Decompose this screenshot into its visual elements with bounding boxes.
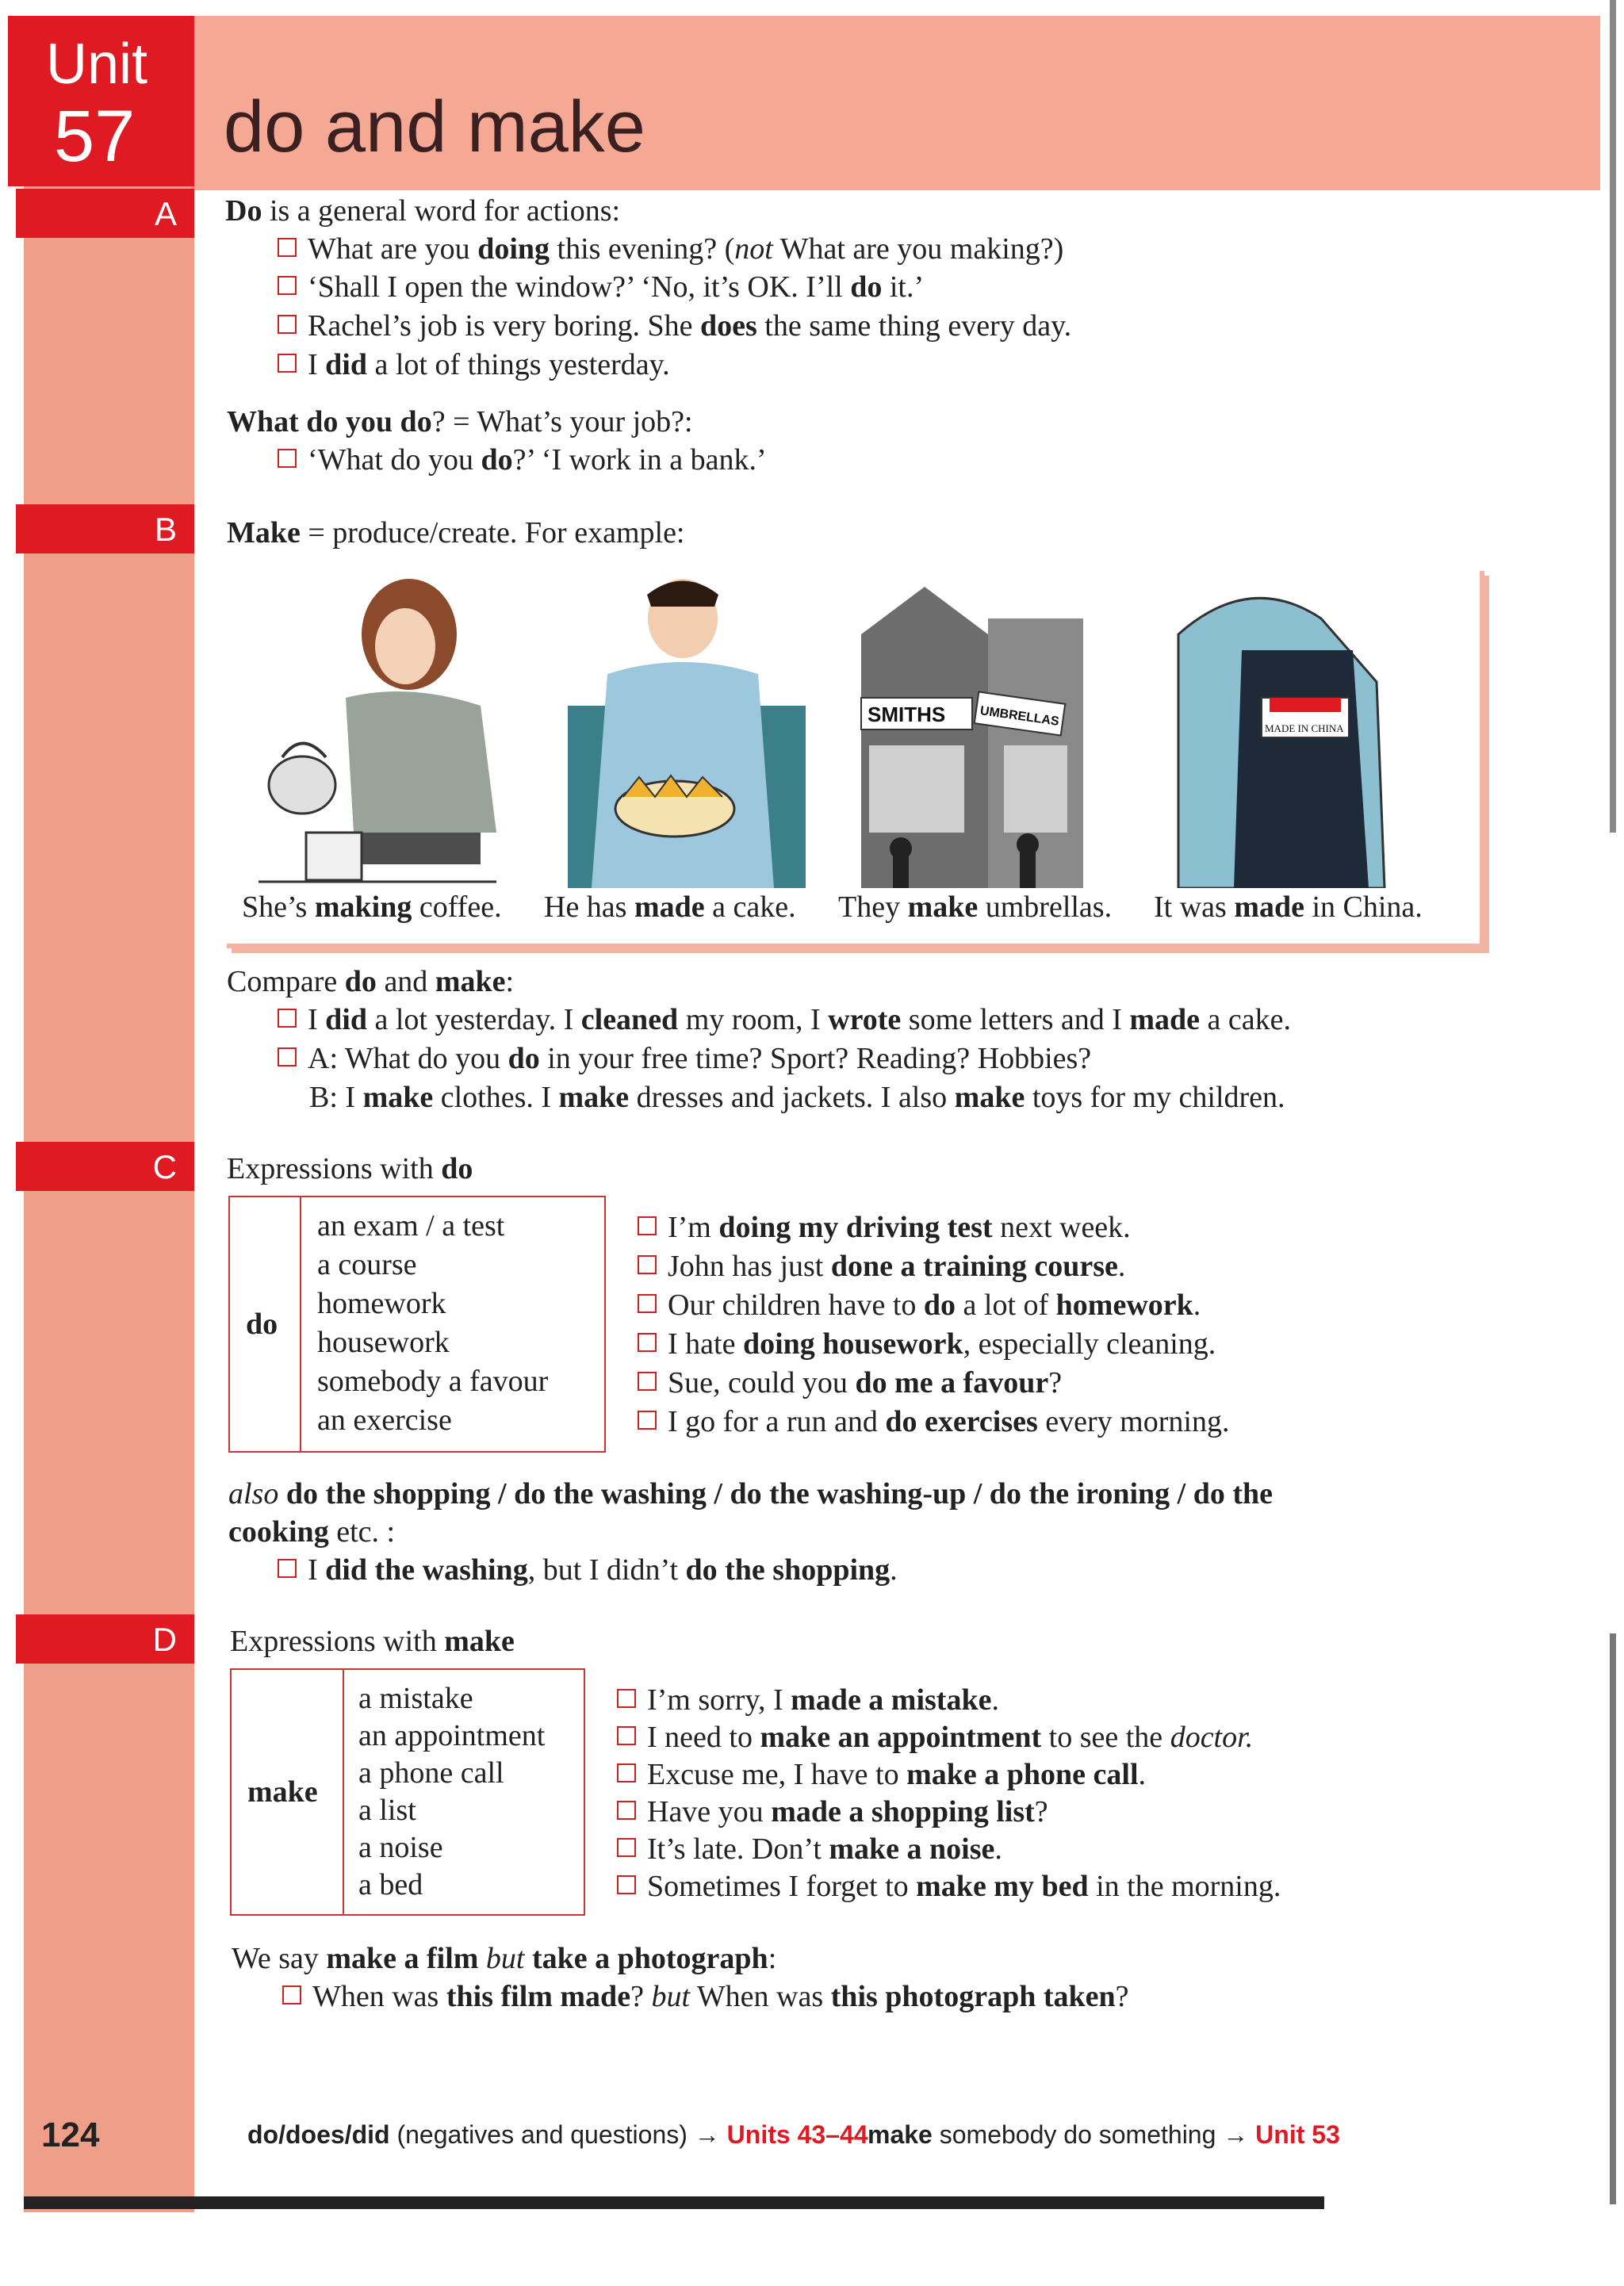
- table-item: a mistake: [358, 1682, 473, 1715]
- example-line: ‘What do you do?’ ‘I work in a bank.’: [278, 442, 767, 477]
- table-item: somebody a favour: [317, 1365, 549, 1398]
- compare-heading: Compare do and make:: [227, 965, 515, 998]
- section-tab-b: B: [16, 504, 194, 553]
- caption-umbrellas: They make umbrellas.: [838, 890, 1113, 924]
- example-line: Excuse me, I have to make a phone call.: [617, 1757, 1146, 1792]
- example-line: I did a lot of things yesterday.: [278, 347, 670, 382]
- jacket-label-illustration: [1178, 598, 1385, 888]
- caption-coffee: She’s making coffee.: [242, 890, 502, 924]
- table-item: a phone call: [358, 1756, 504, 1790]
- page-number: 124: [41, 2116, 100, 2154]
- example-line: Sometimes I forget to make my bed in the morning.: [617, 1869, 1281, 1904]
- page-edge: [1610, 0, 1616, 833]
- example-line: When was this film made? but When was this photograph taken?: [282, 1979, 1129, 2014]
- table-item: a list: [358, 1794, 416, 1827]
- example-line: I go for a run and do exercises every morning.: [638, 1404, 1229, 1439]
- table-item: a course: [317, 1248, 417, 1281]
- example-line: I need to make an appointment to see the doctor.: [617, 1720, 1253, 1755]
- table-item: an appointment: [358, 1719, 546, 1752]
- caption-china: It was made in China.: [1154, 890, 1423, 924]
- example-line: Have you made a shopping list?: [617, 1794, 1048, 1829]
- section-d-heading: Expressions with make: [230, 1625, 515, 1658]
- also-line-cont: cooking etc. :: [228, 1515, 396, 1549]
- illustrations: [227, 571, 1480, 888]
- example-line: B: I make clothes. I make dresses and jackets. I also make toys for my children.: [309, 1081, 1285, 1114]
- example-line: What are you doing this evening? (not What are you making?): [278, 232, 1063, 266]
- unit-link[interactable]: Unit 53: [1255, 2120, 1340, 2149]
- table-verb: make: [247, 1775, 318, 1809]
- section-tab-c: C: [16, 1142, 194, 1191]
- umbrellas-sign: UMBRELLAS: [979, 704, 1060, 729]
- example-line: ‘Shall I open the window?’ ‘No, it’s OK. I’ll do it.’: [278, 270, 924, 304]
- example-line: I did the washing, but I didn’t do the shopping.: [278, 1553, 898, 1587]
- table-verb: do: [246, 1308, 278, 1341]
- caption-cake: He has made a cake.: [544, 890, 796, 924]
- section-tab-a: A: [16, 189, 194, 238]
- table-item: a noise: [358, 1831, 443, 1864]
- table-item: homework: [317, 1287, 446, 1320]
- unit-number: 57: [54, 96, 136, 177]
- make-expressions-table: [230, 1668, 585, 1916]
- man-with-cake-illustration: [568, 579, 806, 888]
- footer-reference-1: do/does/did (negatives and questions) → Units 43–44: [247, 2120, 868, 2149]
- section-b-intro: Make = produce/create. For example:: [227, 516, 685, 549]
- unit-label: [8, 16, 194, 186]
- table-item: an exercise: [317, 1403, 452, 1437]
- example-line: I hate doing housework, especially cleaning.: [638, 1327, 1216, 1361]
- example-line: Sue, could you do me a favour?: [638, 1365, 1062, 1400]
- section-c-heading: Expressions with do: [227, 1152, 473, 1185]
- example-line: Rachel’s job is very boring. She does the same thing every day.: [278, 308, 1071, 343]
- example-line: Our children have to do a lot of homework.: [638, 1288, 1201, 1323]
- example-line: A: What do you do in your free time? Sport? Reading? Hobbies?: [278, 1041, 1091, 1076]
- footer-bar: [24, 2196, 1324, 2209]
- units-link[interactable]: Units 43–44: [726, 2120, 868, 2149]
- section-tab-d: D: [16, 1614, 194, 1664]
- example-line: I’m sorry, I made a mistake.: [617, 1683, 999, 1717]
- film-photo-note: We say make a film but take a photograph:: [232, 1942, 777, 1975]
- made-in-china-label: MADE IN CHINA: [1265, 722, 1344, 734]
- also-line: also do the shopping / do the washing / do the washing-up / do the ironing / do the: [228, 1477, 1274, 1511]
- page-edge: [1610, 1633, 1616, 2204]
- example-line: I did a lot yesterday. I cleaned my room, I wrote some letters and I made a cake.: [278, 1002, 1291, 1037]
- smiths-sign: SMITHS: [868, 703, 946, 726]
- example-line: John has just done a training course.: [638, 1249, 1125, 1284]
- table-item: a bed: [358, 1868, 423, 1901]
- woman-making-coffee-illustration: [259, 579, 496, 882]
- question-heading: What do you do? = What’s your job?:: [227, 405, 693, 438]
- section-a-intro: Do is a general word for actions:: [225, 194, 621, 228]
- page-sidebar: [24, 16, 194, 2212]
- example-line: It’s late. Don’t make a noise.: [617, 1832, 1002, 1867]
- example-line: I’m doing my driving test next week.: [638, 1210, 1131, 1245]
- table-item: housework: [317, 1326, 450, 1359]
- do-expressions-table: [228, 1196, 606, 1453]
- table-item: an exam / a test: [317, 1209, 505, 1243]
- unit-word: Unit: [46, 33, 148, 96]
- footer-reference-2: make somebody do something → Unit 53: [868, 2120, 1340, 2149]
- umbrella-factory-illustration: [861, 587, 1083, 888]
- page-title: do and make: [224, 86, 645, 167]
